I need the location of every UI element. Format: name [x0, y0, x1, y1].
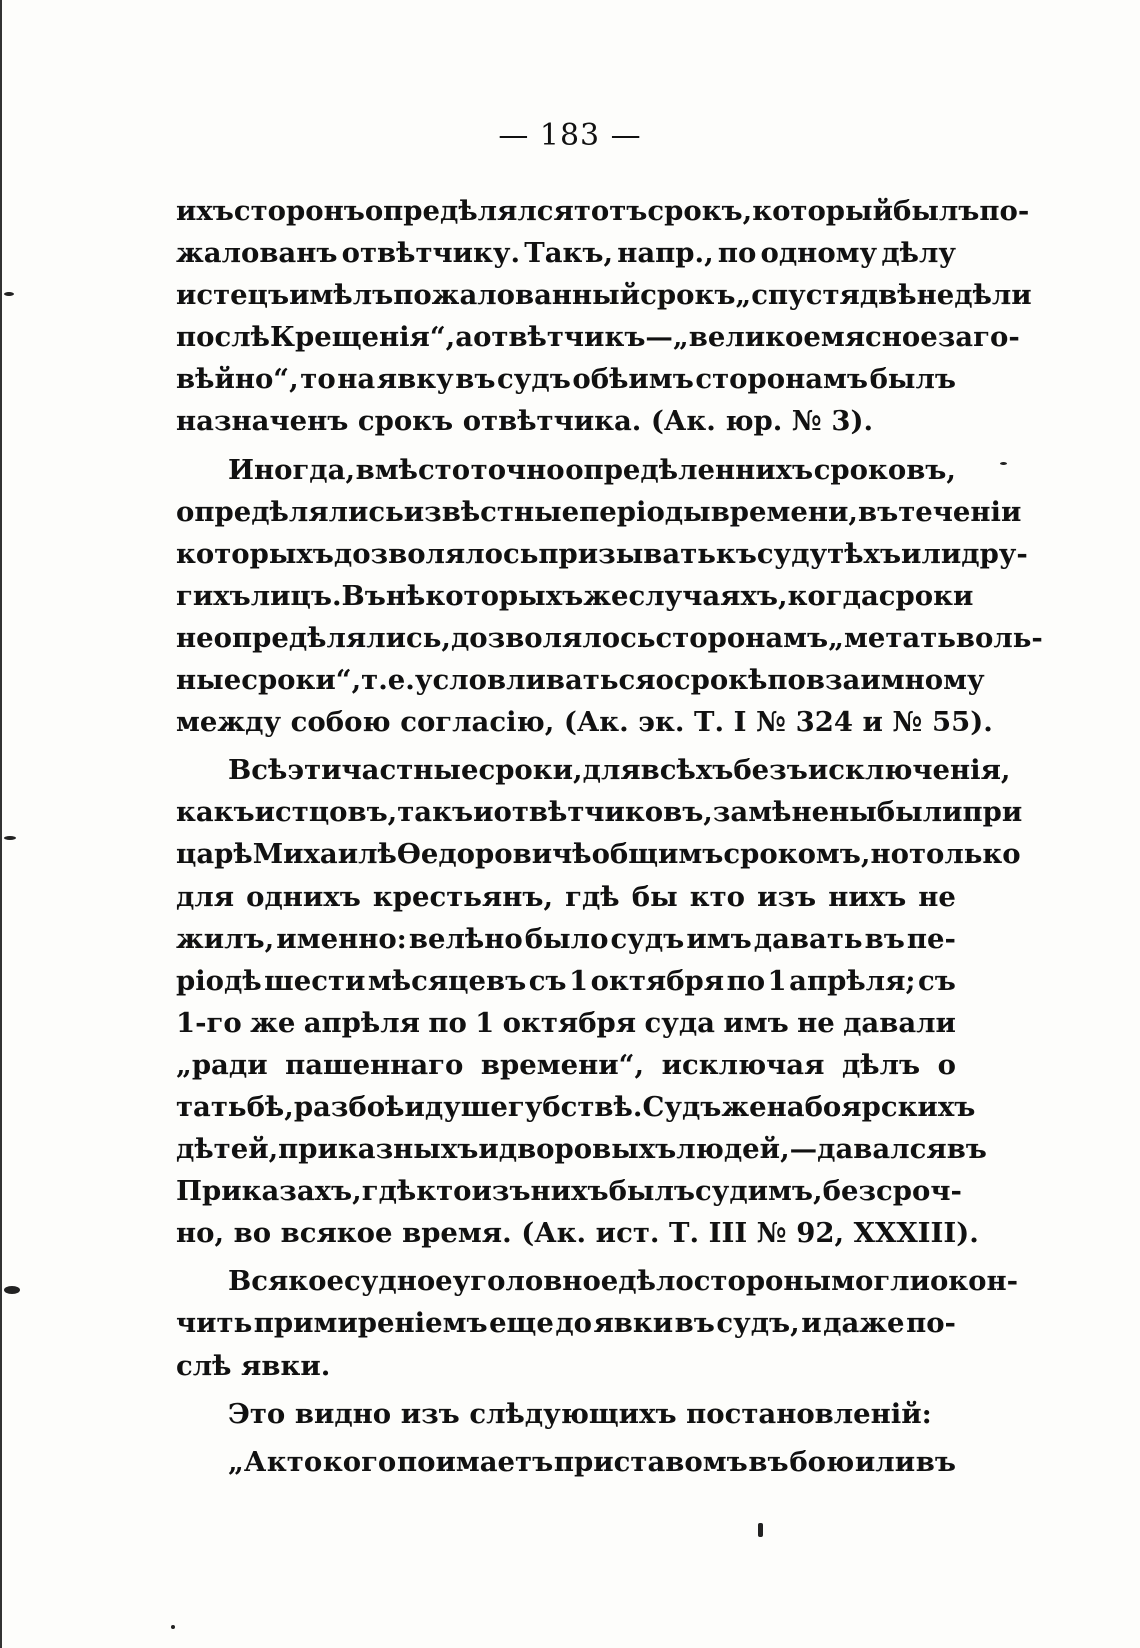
text-line: слѣ явки.: [176, 1349, 331, 1382]
text-line: не опредѣлялись, дозволялось сторонамъ „метать воль-: [176, 621, 1043, 654]
scan-edge: [0, 0, 2, 1648]
scan-speck: [4, 1286, 20, 1294]
text-line: какъ истцовъ, такъ и отвѣтчиковъ, замѣнены были при: [176, 796, 1023, 829]
paragraph: [176, 190, 1032, 443]
text-line: Приказахъ, гдѣ кто изъ нихъ былъ судимъ, безсроч-: [176, 1175, 962, 1208]
text-line: Всѣ эти частные сроки, для всѣхъ безъ исключенія,: [228, 754, 1011, 787]
text-line: ихъ сторонъ опредѣлялся тотъ срокъ, который былъ по-: [176, 195, 1030, 227]
text-line: для однихъ крестьянъ, гдѣ бы кто изъ нихъ не: [176, 880, 956, 913]
scan-speck: [171, 1625, 175, 1629]
text-line: Это видно изъ слѣдующихъ постановленій:: [228, 1397, 932, 1430]
text-line: опредѣлялись извѣстные періоды времени, въ теченіи: [176, 495, 1022, 528]
text-line: но, во всякое время. (Ак. ист. Т. III № 92, XXXIII).: [176, 1217, 979, 1250]
text-line: жалованъ отвѣтчику. Такъ, напр., по одному дѣлу: [176, 237, 956, 270]
text-line: ные сроки“, т. е. условливаться о срокѣ по взаимному: [176, 664, 985, 697]
scan-speck: [4, 292, 14, 296]
text-line: царѣ Михаилѣ Ѳедоровичѣ общимъ срокомъ, но только: [176, 838, 1021, 871]
page-number: — 183 —: [498, 118, 642, 153]
text-line: послѣ Крещенія“, а отвѣтчикъ—„великое мясное заго-: [176, 321, 1020, 354]
text-line: татьбѣ, разбоѣ и душегубствѣ. Судъ же на боярскихъ: [176, 1090, 976, 1123]
paragraph: [176, 1393, 956, 1435]
paragraph: [176, 749, 1023, 1254]
body-text: [176, 190, 1043, 1483]
text-line: „ради пашеннаго времени“, исключая дѣлъ о: [176, 1048, 956, 1081]
text-line: истецъ имѣлъ пожалованный срокъ „спустя двѣ недѣли: [176, 279, 1032, 312]
text-line: жилъ, именно: велѣно было судъ имъ давать въ пе-: [176, 922, 956, 955]
text-line: дѣтей, приказныхъ и дворовыхъ людей,—давался въ: [176, 1133, 987, 1166]
text-line: ріодѣ шести мѣсяцевъ съ 1 октября по 1 апрѣля; съ: [176, 964, 956, 997]
text-line: 1-го же апрѣля по 1 октября суда имъ не давали: [176, 1006, 956, 1039]
text-line: между собою согласію, (Ак. эк. Т. I № 324 и № 55).: [176, 706, 993, 739]
paragraph: [176, 1441, 956, 1483]
scan-speck: [758, 1523, 763, 1537]
text-line: чить примиреніемъ еще до явки въ судъ, и даже по-: [176, 1307, 956, 1340]
text-line: Всякое судное уголовное дѣло стороны могли окон-: [228, 1265, 1019, 1298]
text-line: гихъ лицъ. Въ нѣкоторыхъ же случаяхъ, когда сроки: [176, 579, 974, 612]
text-line: назначенъ срокъ отвѣтчика. (Ак. юр. № 3).: [176, 405, 874, 438]
text-line: вѣйно“, то на явку въ судъ обѣимъ сторонамъ былъ: [176, 363, 956, 396]
scan-speck: [4, 836, 16, 840]
text-line: которыхъ дозволялось призывать къ суду тѣхъ или дру-: [176, 537, 1028, 570]
scan-speck: [1000, 462, 1007, 465]
paragraph: [176, 1260, 1019, 1386]
text-line: „А кто кого поимаетъ приставомъ въ бою или въ: [228, 1445, 956, 1478]
paragraph: [176, 449, 1043, 744]
text-line: Иногда, вмѣсто точно опредѣленнихъ сроковъ,: [228, 453, 956, 486]
